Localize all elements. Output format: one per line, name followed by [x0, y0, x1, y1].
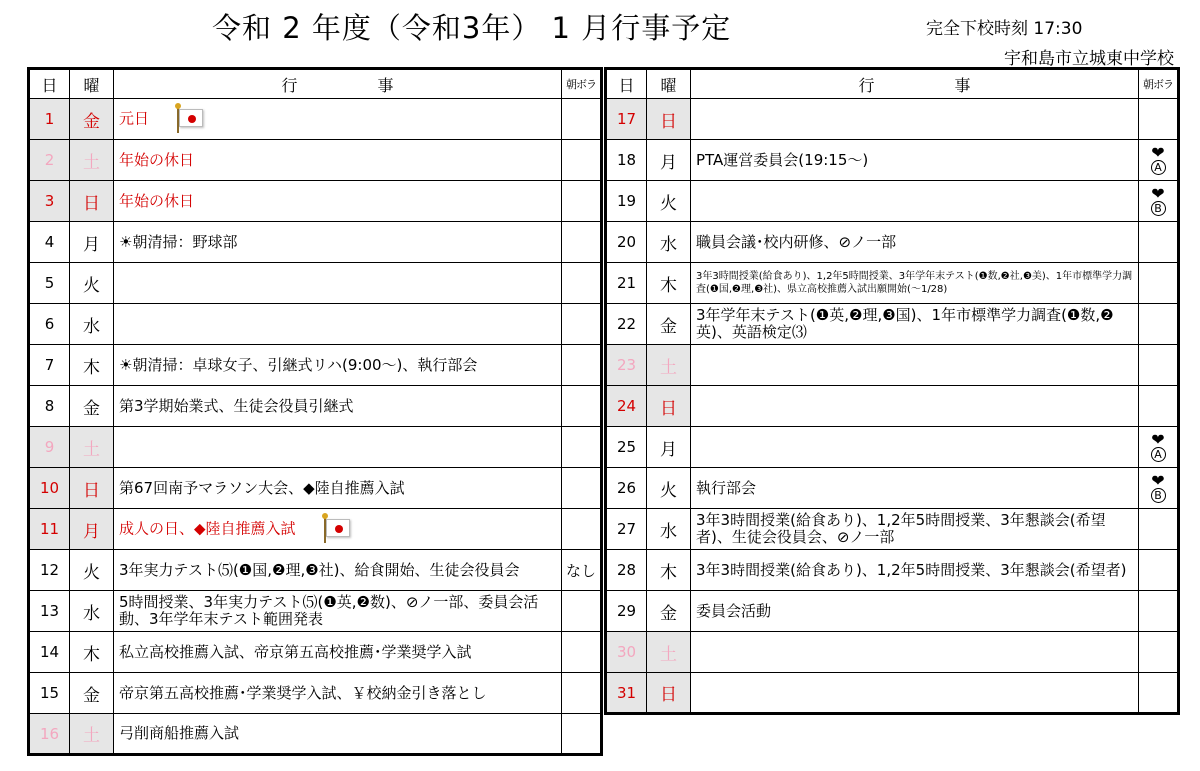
day-cell: 19: [606, 181, 647, 222]
volunteer-cell: [1139, 591, 1179, 632]
volunteer-cell: [562, 386, 602, 427]
weekday-cell: 日: [647, 673, 691, 714]
weekday-cell: 土: [70, 427, 114, 468]
event-text: 委員会活動: [696, 601, 772, 620]
event-cell: [114, 345, 562, 386]
day-cell: 11: [29, 509, 70, 550]
table-row: [29, 386, 602, 427]
event-text: 3年学年末テスト(❶英,❷理,❸国)、1年市標準学力調査(❶数,❷英)、英語検定⑶: [696, 306, 1114, 341]
event-cell: [691, 99, 1139, 140]
volunteer-group-badge: A: [1151, 160, 1166, 175]
event-cell: [691, 673, 1139, 714]
weekday-cell: 木: [70, 632, 114, 673]
day-cell: 22: [606, 304, 647, 345]
event-cell: [114, 632, 562, 673]
event-cell: [114, 714, 562, 755]
volunteer-cell: [562, 140, 602, 181]
day-cell: 13: [29, 591, 70, 632]
event-cell: [691, 427, 1139, 468]
japan-flag-icon: [322, 515, 352, 543]
weekday-cell: 日: [647, 99, 691, 140]
volunteer-mark: [1139, 470, 1177, 503]
volunteer-cell: なし: [562, 550, 602, 591]
event-text: 第3学期始業式、生徒会役員引継式: [119, 396, 354, 415]
volunteer-cell: [1139, 181, 1179, 222]
weekday-cell: 金: [647, 591, 691, 632]
col-day-header: 日: [29, 69, 70, 99]
event-cell: [691, 140, 1139, 181]
day-cell: 29: [606, 591, 647, 632]
table-row: [606, 181, 1179, 222]
weekday-cell: 水: [647, 222, 691, 263]
schedule-table-right: [604, 67, 1180, 715]
day-cell: 2: [29, 140, 70, 181]
table-row: [29, 509, 602, 550]
event-text: 3年実力テスト⑸(❶国,❷理,❸社)、給食開始、生徒会役員会: [119, 560, 520, 579]
table-row: [29, 468, 602, 509]
volunteer-cell: [562, 468, 602, 509]
table-row: [606, 673, 1179, 714]
col-weekday-header: 曜: [647, 69, 691, 99]
volunteer-group-badge: B: [1151, 488, 1166, 503]
weekday-cell: 日: [647, 386, 691, 427]
table-row: [29, 427, 602, 468]
schedule-table-left: [27, 67, 603, 756]
day-cell: 5: [29, 263, 70, 304]
day-cell: 3: [29, 181, 70, 222]
col-volunteer-header: 朝ボラ: [1139, 69, 1179, 99]
day-cell: 28: [606, 550, 647, 591]
weekday-cell: 月: [647, 427, 691, 468]
volunteer-cell: [562, 632, 602, 673]
volunteer-cell: [1139, 99, 1179, 140]
event-cell: [691, 345, 1139, 386]
volunteer-group-badge: B: [1151, 201, 1166, 216]
volunteer-cell: [1139, 509, 1179, 550]
event-text: 弓削商船推薦入試: [119, 724, 240, 742]
day-cell: 10: [29, 468, 70, 509]
day-cell: 27: [606, 509, 647, 550]
event-cell: [691, 468, 1139, 509]
day-cell: 18: [606, 140, 647, 181]
day-cell: 23: [606, 345, 647, 386]
weekday-cell: 月: [70, 222, 114, 263]
table-header-row: [29, 69, 602, 99]
event-text: ☀朝清掃：卓球女子、引継式リハ(9:00～)、執行部会: [119, 355, 478, 374]
table-row: [29, 673, 602, 714]
event-cell: [691, 263, 1139, 304]
day-cell: 31: [606, 673, 647, 714]
event-cell: [114, 222, 562, 263]
col-day-header: 日: [606, 69, 647, 99]
day-cell: 20: [606, 222, 647, 263]
volunteer-mark: [1139, 142, 1177, 175]
table-row: [29, 140, 602, 181]
event-cell: [114, 673, 562, 714]
table-row: [29, 591, 602, 632]
event-cell: [114, 550, 562, 591]
volunteer-cell: [562, 427, 602, 468]
volunteer-cell: [1139, 673, 1179, 714]
event-cell: [114, 427, 562, 468]
volunteer-cell: [562, 591, 602, 632]
heart-icon: ❤: [1151, 470, 1165, 490]
event-cell: [114, 304, 562, 345]
table-row: [606, 468, 1179, 509]
volunteer-cell: [562, 509, 602, 550]
event-text: 5時間授業、3年実力テスト⑸(❶英,❷数)、⊘ノ一部、委員会活動、3年学年末テスト範囲発表: [119, 593, 539, 628]
heart-icon: ❤: [1151, 429, 1165, 449]
table-header-row: [606, 69, 1179, 99]
volunteer-cell: [562, 714, 602, 755]
table-row: [606, 386, 1179, 427]
table-row: [606, 222, 1179, 263]
weekday-cell: 火: [647, 468, 691, 509]
day-cell: 9: [29, 427, 70, 468]
volunteer-cell: [1139, 468, 1179, 509]
volunteer-cell: [1139, 140, 1179, 181]
weekday-cell: 火: [70, 550, 114, 591]
table-row: [606, 632, 1179, 673]
table-row: [606, 304, 1179, 345]
weekday-cell: 土: [647, 632, 691, 673]
volunteer-group-badge: A: [1151, 447, 1166, 462]
day-cell: 15: [29, 673, 70, 714]
weekday-cell: 金: [647, 304, 691, 345]
weekday-cell: 水: [647, 509, 691, 550]
event-cell: [691, 386, 1139, 427]
table-row: [29, 263, 602, 304]
table-row: [29, 714, 602, 755]
weekday-cell: 日: [70, 468, 114, 509]
table-row: [606, 427, 1179, 468]
volunteer-cell: [1139, 222, 1179, 263]
weekday-cell: 土: [647, 345, 691, 386]
day-cell: 14: [29, 632, 70, 673]
col-event-header: 行 事: [691, 69, 1139, 99]
weekday-cell: 金: [70, 99, 114, 140]
day-cell: 4: [29, 222, 70, 263]
event-cell: [114, 263, 562, 304]
table-row: [29, 345, 602, 386]
volunteer-cell: [562, 345, 602, 386]
heart-icon: ❤: [1151, 183, 1165, 203]
event-cell: [114, 591, 562, 632]
event-cell: [691, 550, 1139, 591]
event-cell: [114, 509, 562, 550]
heart-icon: ❤: [1151, 142, 1165, 162]
weekday-cell: 木: [70, 345, 114, 386]
day-cell: 7: [29, 345, 70, 386]
table-row: [606, 345, 1179, 386]
weekday-cell: 日: [70, 181, 114, 222]
weekday-cell: 月: [70, 509, 114, 550]
event-text: 執行部会: [696, 478, 757, 497]
weekday-cell: 火: [70, 263, 114, 304]
event-cell: [114, 99, 562, 140]
weekday-cell: 金: [70, 673, 114, 714]
day-cell: 26: [606, 468, 647, 509]
event-cell: [691, 222, 1139, 263]
event-text: 第67回南予マラソン大会、◆陸自推薦入試: [119, 478, 405, 497]
event-text: 成人の日、◆陸自推薦入試: [119, 519, 296, 538]
col-weekday-header: 曜: [70, 69, 114, 99]
weekday-cell: 土: [70, 140, 114, 181]
volunteer-cell: [1139, 550, 1179, 591]
event-cell: [114, 468, 562, 509]
volunteer-cell: [1139, 345, 1179, 386]
weekday-cell: 木: [647, 263, 691, 304]
col-volunteer-header: 朝ボラ: [562, 69, 602, 99]
table-row: [29, 632, 602, 673]
school-name: 宇和島市立城東中学校: [1004, 49, 1174, 69]
volunteer-cell: [562, 99, 602, 140]
weekday-cell: 木: [647, 550, 691, 591]
day-cell: 24: [606, 386, 647, 427]
table-row: [29, 222, 602, 263]
weekday-cell: 金: [70, 386, 114, 427]
table-row: [29, 99, 602, 140]
weekday-cell: 火: [647, 181, 691, 222]
volunteer-cell: [1139, 427, 1179, 468]
volunteer-cell: [562, 304, 602, 345]
event-cell: [114, 386, 562, 427]
day-cell: 8: [29, 386, 70, 427]
weekday-cell: 土: [70, 714, 114, 755]
event-text: ☀朝清掃：野球部: [119, 232, 238, 251]
table-row: [29, 181, 602, 222]
event-cell: [691, 509, 1139, 550]
event-cell: [114, 181, 562, 222]
volunteer-cell: [1139, 386, 1179, 427]
day-cell: 21: [606, 263, 647, 304]
table-row: [606, 99, 1179, 140]
event-cell: [691, 632, 1139, 673]
day-cell: 30: [606, 632, 647, 673]
volunteer-cell: [1139, 304, 1179, 345]
day-cell: 6: [29, 304, 70, 345]
volunteer-mark: [1139, 183, 1177, 216]
table-row: [606, 140, 1179, 181]
volunteer-cell: [562, 181, 602, 222]
table-row: [606, 509, 1179, 550]
table-row: [606, 591, 1179, 632]
event-text: 3年3時間授業(給食あり)、1,2年5時間授業、3年学年末テスト(❶数,❷社,❸美)、1年市標準学力調査(❶国,❷理,❸社)、県立高校推薦入試出願開始(～1/28): [696, 271, 1133, 295]
page-title: 令和 2 年度（令和3年） 1 月行事予定: [212, 11, 732, 45]
event-cell: [114, 140, 562, 181]
day-cell: 16: [29, 714, 70, 755]
event-text: 元日: [119, 109, 150, 128]
weekday-cell: 水: [70, 304, 114, 345]
event-text: 私立高校推薦入試、帝京第五高校推薦･学業奨学入試: [119, 642, 472, 661]
event-cell: [691, 304, 1139, 345]
table-row: [606, 550, 1179, 591]
japan-flag-icon: [175, 105, 205, 133]
event-text: 年始の休日: [119, 150, 195, 169]
event-text: 職員会議･校内研修、⊘ノ一部: [696, 232, 897, 251]
volunteer-cell: [562, 673, 602, 714]
volunteer-cell: [562, 263, 602, 304]
event-cell: [691, 591, 1139, 632]
volunteer-cell: [1139, 263, 1179, 304]
day-cell: 12: [29, 550, 70, 591]
col-event-header: 行 事: [114, 69, 562, 99]
day-cell: 1: [29, 99, 70, 140]
event-text: 3年3時間授業(給食あり)、1,2年5時間授業、3年懇談会(希望者)、生徒会役員会、⊘ノ一部: [696, 511, 1106, 546]
dismissal-time: 完全下校時刻 17:30: [926, 19, 1083, 39]
weekday-cell: 月: [647, 140, 691, 181]
event-text: 3年3時間授業(給食あり)、1,2年5時間授業、3年懇談会(希望者): [696, 560, 1127, 579]
volunteer-mark: [1139, 429, 1177, 462]
table-row: [606, 263, 1179, 304]
volunteer-cell: [1139, 632, 1179, 673]
day-cell: 25: [606, 427, 647, 468]
volunteer-cell: [562, 222, 602, 263]
table-row: [29, 304, 602, 345]
event-text: 帝京第五高校推薦･学業奨学入試、￥校納金引き落とし: [119, 683, 487, 702]
weekday-cell: 水: [70, 591, 114, 632]
table-row: [29, 550, 602, 591]
day-cell: 17: [606, 99, 647, 140]
event-cell: [691, 181, 1139, 222]
event-text: PTA運営委員会(19:15～): [696, 150, 869, 169]
event-text: 年始の休日: [119, 191, 195, 210]
